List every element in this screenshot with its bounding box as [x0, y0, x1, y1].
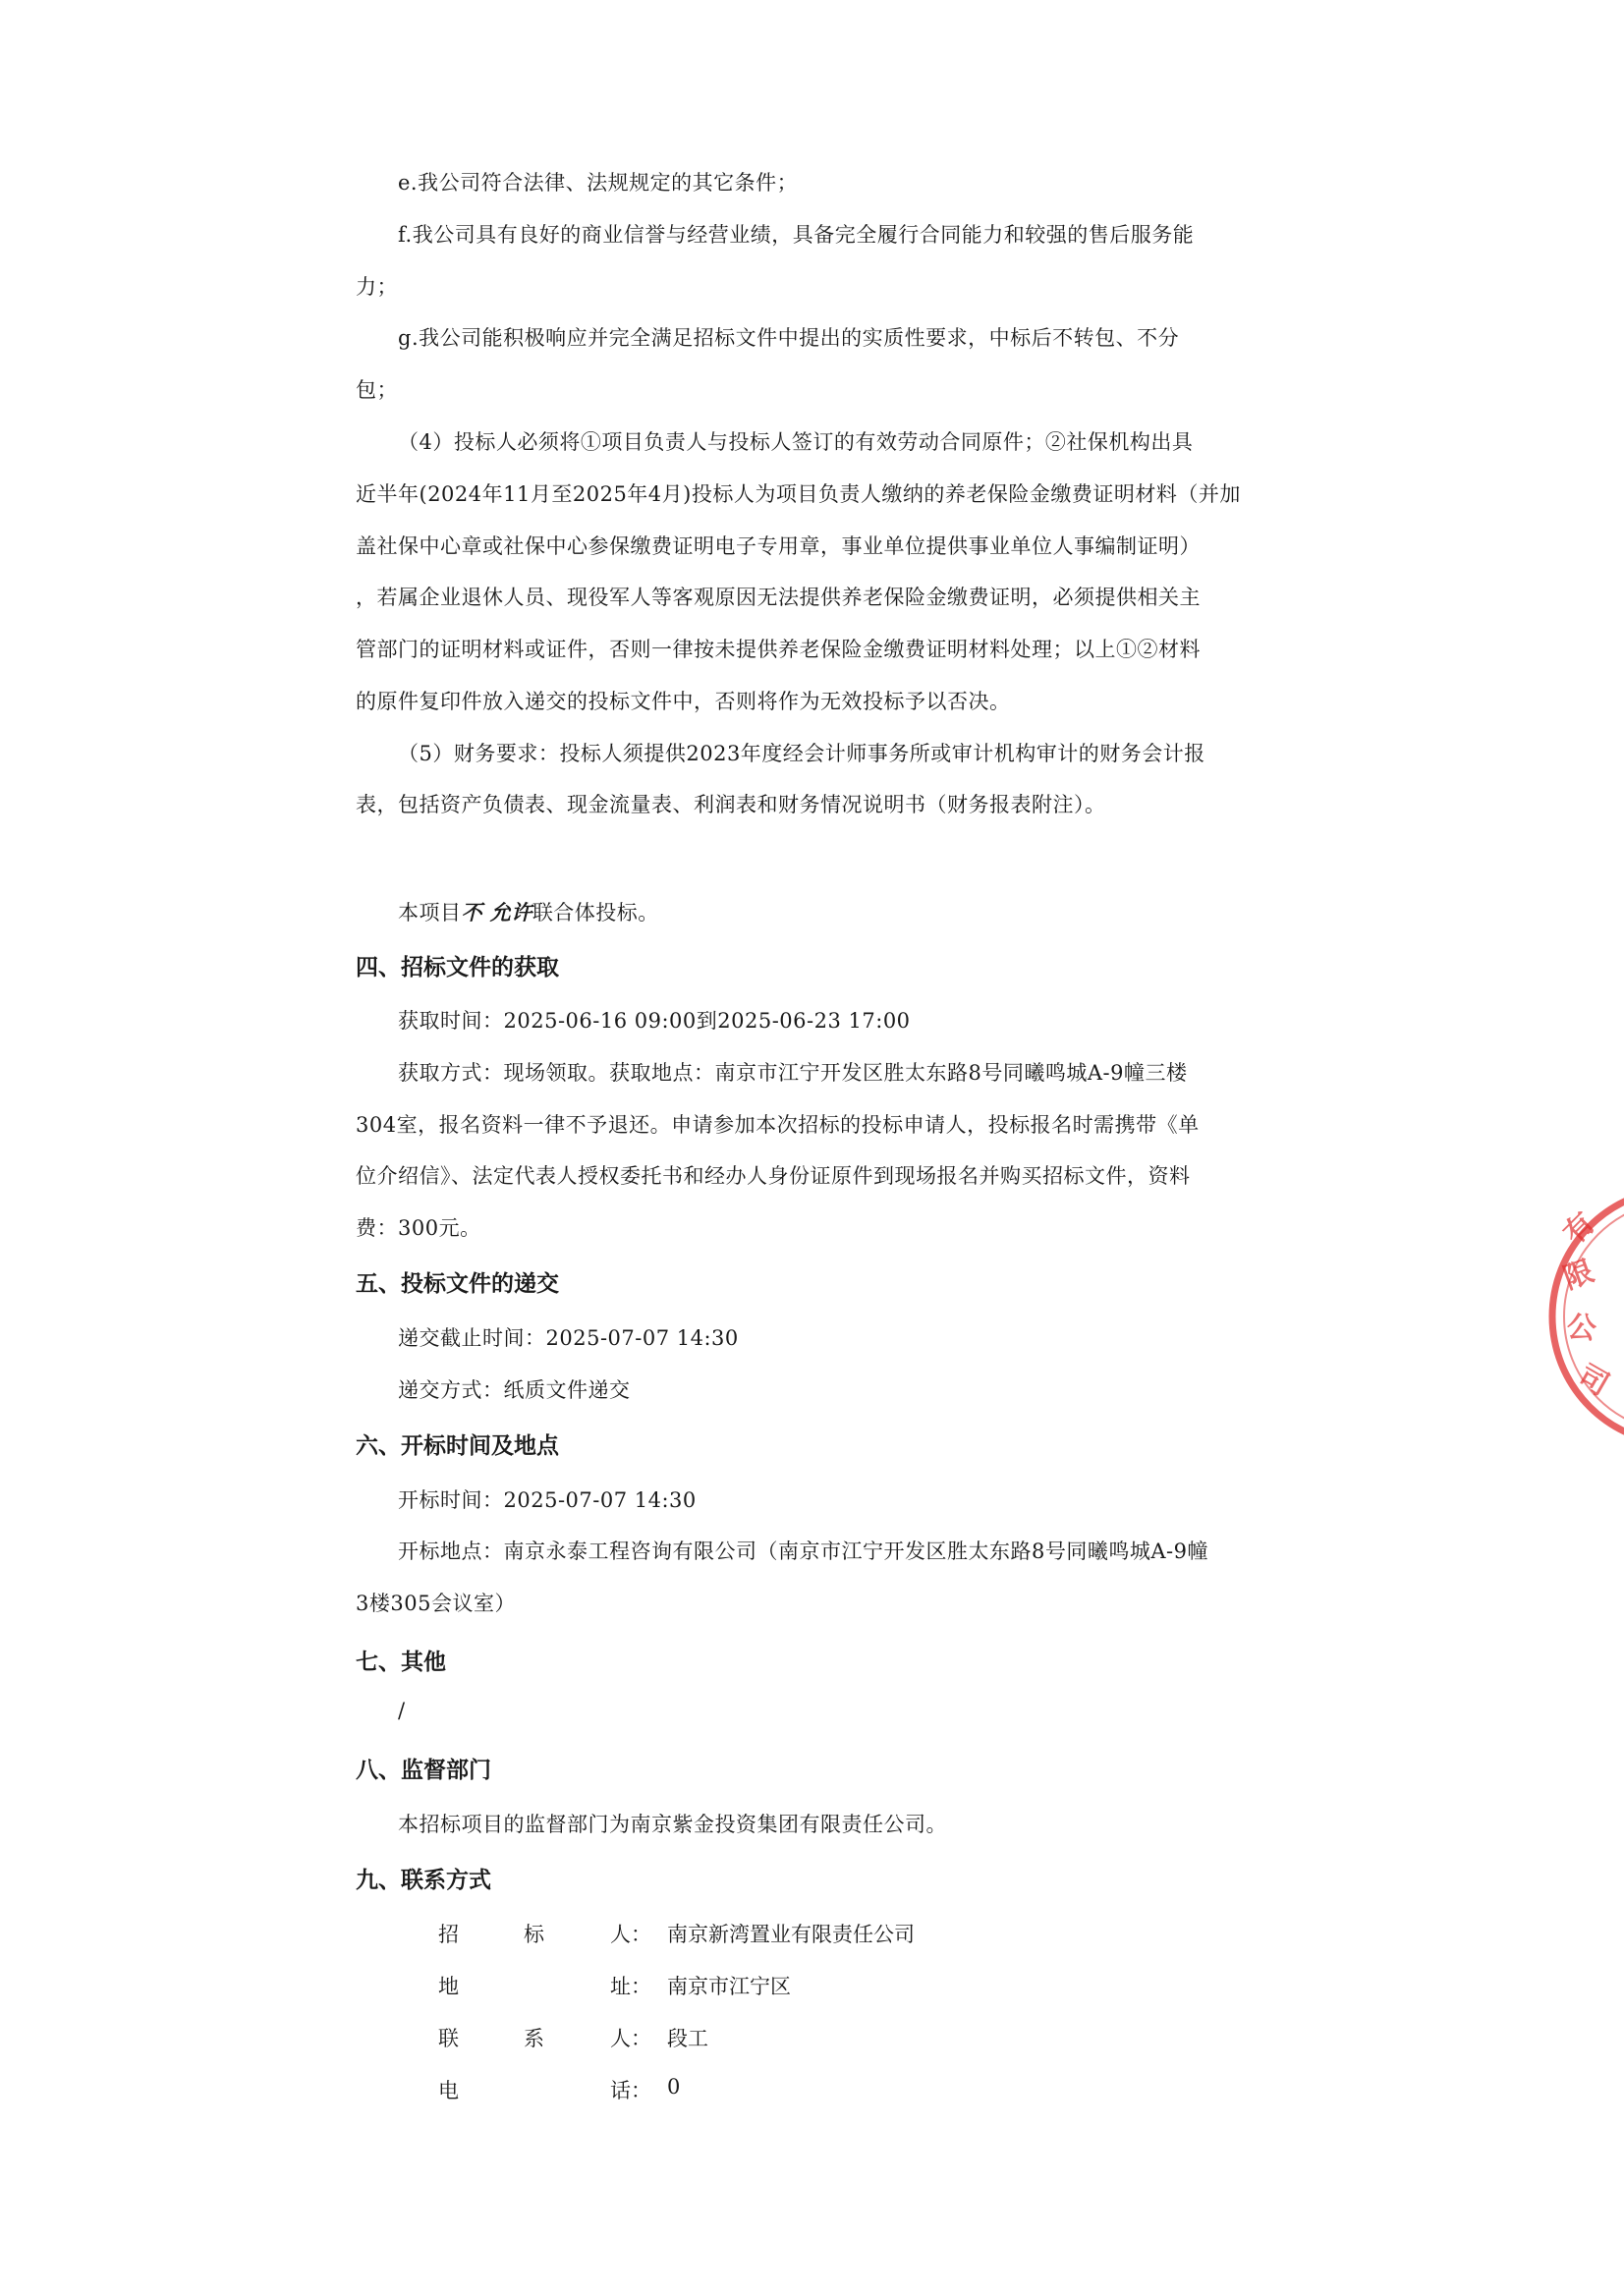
section-6-place-line2: 3楼305会议室） [356, 1592, 516, 1615]
clause-g-cont: 包； [356, 378, 398, 402]
company-seal-stamp [1542, 1169, 1624, 1464]
section-4-method-line1: 获取方式：现场领取。获取地点：南京市江宁开发区胜太东路8号同曦鸣城A-9幢三楼 [398, 1061, 1188, 1085]
item-4-line2: 近半年(2024年11月至2025年4月)投标人为项目负责人缴纳的养老保险金缴费证明材料（并加 [356, 482, 1241, 506]
section-4-method-line3: 位介绍信》、法定代表人授权委托书和经办人身份证原件到现场报名并购买招标文件，资料 [356, 1164, 1191, 1188]
contact-label-char: 人： [610, 1923, 651, 1946]
section-5-heading: 五、投标文件的递交 [356, 1271, 559, 1297]
svg-text:公: 公 [1565, 1310, 1598, 1347]
contact-value: 段工 [667, 2027, 708, 2050]
consortium-suffix: 联合体投标。 [532, 901, 659, 924]
contact-value: 南京新湾置业有限责任公司 [667, 1923, 915, 1946]
section-6-place-line1: 开标地点：南京永泰工程咨询有限公司（南京市江宁开发区胜太东路8号同曦鸣城A-9幢 [398, 1540, 1208, 1563]
contact-label-char: 电 [438, 2079, 459, 2102]
clause-f: f.我公司具有良好的商业信誉与经营业绩，具备完全履行合同能力和较强的售后服务能 [398, 223, 1195, 247]
contact-label-char: 人： [610, 2027, 651, 2050]
section-4-method-line2: 304室，报名资料一律不予退还。申请参加本次招标的投标申请人，投标报名时需携带《单 [356, 1113, 1200, 1137]
consortium-emphasis: 不 允许 [461, 900, 532, 924]
section-7-heading: 七、其他 [356, 1650, 446, 1675]
contact-label-char: 地 [438, 1975, 459, 1998]
contact-label-char: 系 [524, 2027, 544, 2050]
section-8-content: 本招标项目的监督部门为南京紫金投资集团有限责任公司。 [398, 1813, 947, 1836]
consortium-statement [398, 897, 659, 926]
clause-f-cont: 力； [356, 275, 398, 299]
contact-value: 南京市江宁区 [667, 1975, 791, 1998]
item-4-line5: 管部门的证明材料或证件，否则一律按未提供养老保险金缴费证明材料处理；以上①②材料 [356, 638, 1201, 661]
contact-label-char: 标 [524, 1923, 544, 1946]
contact-value: 0 [667, 2075, 681, 2099]
contact-label-char: 址： [610, 1975, 651, 1998]
section-6-heading: 六、开标时间及地点 [356, 1433, 559, 1459]
item-4-line1: （4）投标人必须将①项目负责人与投标人签订的有效劳动合同原件；②社保机构出具 [398, 430, 1194, 454]
svg-text:限: 限 [1558, 1254, 1598, 1297]
item-4-line6: 的原件复印件放入递交的投标文件中，否则将作为无效投标予以否决。 [356, 690, 1011, 713]
section-4-method-line4: 费：300元。 [356, 1216, 481, 1240]
svg-text:有: 有 [1556, 1205, 1602, 1252]
clause-g: g.我公司能积极响应并完全满足招标文件中提出的实质性要求，中标后不转包、不分 [398, 326, 1180, 350]
section-9-heading: 九、联系方式 [356, 1868, 491, 1893]
contact-label-char: 话： [610, 2079, 651, 2102]
section-4-heading: 四、招标文件的获取 [356, 955, 559, 980]
section-4-time: 获取时间：2025-06-16 09:00到2025-06-23 17:00 [398, 1009, 911, 1033]
section-7-content: / [398, 1699, 406, 1722]
section-5-deadline: 递交截止时间：2025-07-07 14:30 [398, 1326, 739, 1350]
clause-e: e.我公司符合法律、法规规定的其它条件； [398, 171, 799, 195]
section-5-method: 递交方式：纸质文件递交 [398, 1378, 631, 1402]
item-4-line3: 盖社保中心章或社保中心参保缴费证明电子专用章，事业单位提供事业单位人事编制证明） [356, 534, 1201, 558]
contact-label-char: 联 [438, 2027, 459, 2050]
item-5-line2: 表，包括资产负债表、现金流量表、利润表和财务情况说明书（财务报表附注）。 [356, 793, 1106, 816]
item-5-line1: （5）财务要求：投标人须提供2023年度经会计师事务所或审计机构审计的财务会计报 [398, 742, 1205, 765]
item-4-line4: ，若属企业退休人员、现役军人等客观原因无法提供养老保险金缴费证明，必须提供相关主 [356, 586, 1201, 609]
contact-label-char: 招 [438, 1923, 459, 1946]
svg-text:司: 司 [1572, 1358, 1615, 1403]
consortium-prefix: 本项目 [398, 901, 462, 924]
section-6-time: 开标时间：2025-07-07 14:30 [398, 1488, 697, 1512]
section-8-heading: 八、监督部门 [356, 1758, 491, 1783]
